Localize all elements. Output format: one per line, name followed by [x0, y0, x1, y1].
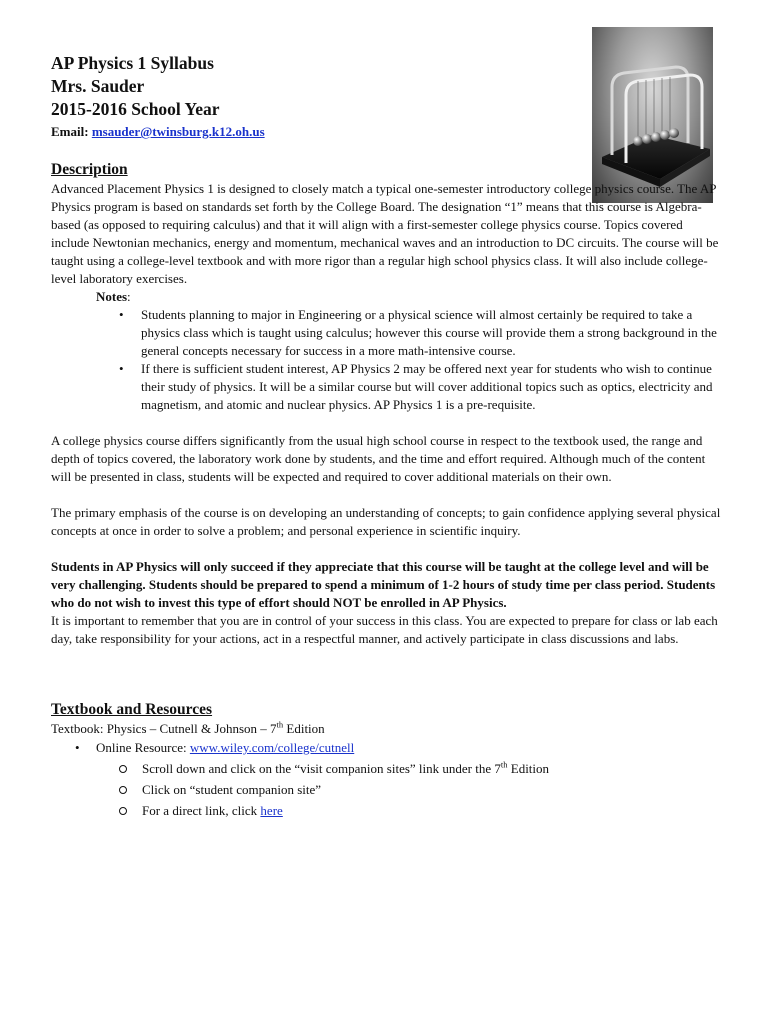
description-heading: Description [51, 161, 128, 178]
description-paragraph: Advanced Placement Physics 1 is designed to closely match a typical one-semester introductory college physics course. The AP Physics program is based on standards set forth by the College Board. The designation “1” means that this course is Algebra-based (as opposed to requiring calculus) and that it will align with a first-semester college physics course. Topics covered include Newtonian mechanics, energy and momentum, mechanical waves and an introduction to DC circuits. The course will be taught using a college-level textbook and with more rigor than a regular high school physics class. It will also include college-level laboratory exercises. [51, 181, 719, 286]
list-item: • If there is sufficient student interest, AP Physics 2 may be offered next year for students who wish to continue their study of physics. It will be a similar course but will cover additional topics such as optics, electricity and magnetism, and atomic and nuclear physics. AP Physics 1 is a pre-requisite. [141, 360, 723, 414]
email-link[interactable]: msauder@twinsburg.k12.oh.us [91, 124, 265, 139]
wiley-link[interactable]: www.wiley.com/college/cutnell [189, 740, 355, 755]
email-label: Email: [51, 124, 92, 139]
list-item: • Online Resource: www.wiley.com/college/cutnell Scroll down and click on the “visit companion sites” link under the 7th Edition Click on “student companion site” For a direct link, click here [96, 738, 723, 821]
list-item: Scroll down and click on the “visit companion sites” link under the 7th Edition [142, 758, 723, 779]
email-line [51, 122, 723, 141]
paragraph-warning: Students in AP Physics will only succeed if they appreciate that this course will be taught at the college level and will be very challenging. Students should be prepared to spend a minimum of 1-2 hours of study time per class period. Students who do not wish to invest this type of effort should NOT be enrolled in AP Physics. [51, 559, 716, 610]
direct-link[interactable]: here [260, 803, 283, 818]
paragraph-responsibility: It is important to remember that you are in control of your success in this class. You are expected to prepare for class or lab each day, take responsibility for your actions, act in a respectful manner, and actively participate in class discussions and labs. [51, 613, 718, 646]
page-title: AP Physics 1 Syllabus [51, 53, 214, 73]
paragraph-primary-emphasis: The primary emphasis of the course is on developing an understanding of concepts; to gain confidence applying several physical concepts at once in order to solve a problem; and personal experience in scientific inquiry. [51, 505, 721, 538]
resource-steps [96, 758, 723, 821]
textbook-heading: Textbook and Resources [51, 701, 213, 718]
list-item: For a direct link, click here [142, 800, 723, 821]
list-item: • Students planning to major in Engineering or a physical science will almost certainly be required to take a physics class which is taught using calculus; however this course will provide them a strong background in the general concepts necessary for success in a more math-intensive course. [141, 306, 723, 360]
notes-list [51, 306, 723, 414]
teacher-name: Mrs. Sauder [51, 76, 145, 96]
paragraph-college-course: A college physics course differs significantly from the usual high school course in respect to the textbook used, the range and depth of topics covered, the laboratory work done by students, and the time and effort required. Although much of the content will be presented in class, students will be expected and required to cover additional materials on their own. [51, 433, 706, 484]
syllabus-page [51, 52, 723, 821]
school-year: 2015-2016 School Year [51, 99, 220, 119]
resources-list [51, 738, 723, 821]
list-item: Click on “student companion site” [142, 779, 723, 800]
textbook-line: Textbook: Physics – Cutnell & Johnson – 7th Edition [51, 719, 325, 736]
notes-label: Notes: [96, 289, 131, 304]
